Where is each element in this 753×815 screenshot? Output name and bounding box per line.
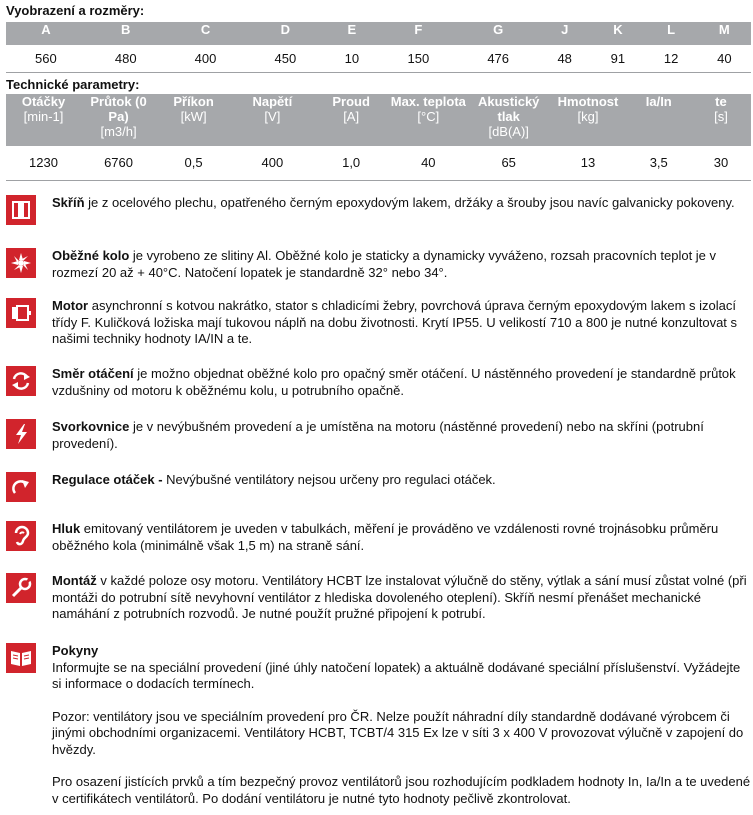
dim-value: 480 (86, 45, 166, 72)
dim-header: A (6, 22, 86, 45)
dim-value: 12 (644, 45, 697, 72)
rotation-icon (6, 366, 36, 396)
dimensions-value-row (6, 45, 751, 72)
dim-value: 91 (591, 45, 644, 72)
dim-header: K (591, 22, 644, 45)
tech-value: 6760 (81, 146, 156, 180)
feature-text: Skříň je z ocelového plechu, opatřeného černým epoxydovým lakem, držáky a šrouby jsou navíc galvanicky pokoveny. (52, 195, 735, 210)
dimensions-table (6, 22, 751, 73)
feature-text: Svorkovnice je v nevýbušném provedení a je umístěna na motoru (nástěnné provedení) nebo na skříni (potrubní provedení). (52, 419, 704, 451)
feature-text: Hluk emitovaný ventilátorem je uveden v tabulkách, měření je prováděno ve vzdálenosti rovné trojnásobku průměru oběžného kola (minimálně však 1,5 m) na straně sání. (52, 521, 719, 553)
tech-value: 400 (231, 146, 314, 180)
tech-header: Příkon [kW] (156, 94, 231, 146)
technical-title: Technické parametry: (6, 77, 140, 92)
tech-value: 65 (468, 146, 549, 180)
dim-header: L (644, 22, 697, 45)
feature-text: Montáž v každé poloze osy motoru. Ventilátory HCBT lze instalovat výlučně do stěny, výtlak a sání musí zůstat volné (při montáži do potrubní sítě nevyhovní ventilátor z hlediska dovoleného oteplení). Skříň nesmí přenášet mechanické namáhání z potrubních rozvodů. Je nutné použít pružné připojení k potrubí. (52, 573, 747, 621)
dim-header: M (698, 22, 751, 45)
dim-header: C (166, 22, 246, 45)
tech-header: Průtok (0 Pa) [m3/h] (81, 94, 156, 146)
dimensions-title: Vyobrazení a rozměry: (6, 3, 145, 18)
technical-value-row (6, 146, 751, 180)
speed-control-icon (6, 472, 36, 502)
dim-value: 40 (698, 45, 751, 72)
housing-icon (6, 195, 36, 225)
notes-paragraph: Pro osazení jistících prvků a tím bezpečný provoz ventilátorů jsou rozhodujícím podkladem hodnoty In, Ia/In a te uvedené v certifikátech ventilátorů. Po dodání ventilátoru je nutné tyto hodnoty pečlivě zkontrolovat. (52, 774, 751, 806)
tech-header: Proud [A] (314, 94, 389, 146)
dim-value: 450 (245, 45, 325, 72)
dim-header: F (378, 22, 458, 45)
tech-header: Napětí [V] (231, 94, 314, 146)
tech-value: 1230 (6, 146, 81, 180)
tech-header: te [s] (691, 94, 751, 146)
tech-header: Ia/In (627, 94, 691, 146)
tech-header: Akustický tlak [dB(A)] (468, 94, 549, 146)
dim-value: 10 (325, 45, 378, 72)
tech-value: 1,0 (314, 146, 389, 180)
dim-value: 476 (458, 45, 538, 72)
tech-value: 30 (691, 146, 751, 180)
motor-icon (6, 298, 36, 328)
dim-header: G (458, 22, 538, 45)
dim-header: E (325, 22, 378, 45)
book-icon (6, 643, 36, 673)
dim-header: B (86, 22, 166, 45)
wrench-icon (6, 573, 36, 603)
dim-value: 400 (166, 45, 246, 72)
technical-header-row (6, 94, 751, 146)
dim-value: 150 (378, 45, 458, 72)
ear-icon (6, 521, 36, 551)
dim-value: 560 (6, 45, 86, 72)
feature-text: Regulace otáček - Nevýbušné ventilátory nejsou určeny pro regulaci otáček. (52, 472, 496, 487)
lightning-icon (6, 419, 36, 449)
tech-header: Otáčky [min-1] (6, 94, 81, 146)
tech-value: 40 (389, 146, 468, 180)
dim-header: J (538, 22, 591, 45)
dim-header: D (245, 22, 325, 45)
feature-text: Směr otáčení je možno objednat oběžné kolo pro opačný směr otáčení. U nástěnného provedení je standardně průtok vzdušniny od motoru k oběžnému kolu, u potrubního opačně. (52, 366, 736, 398)
technical-table (6, 94, 751, 181)
dim-value: 48 (538, 45, 591, 72)
notes-title: Pokyny (52, 643, 99, 658)
feature-text: Oběžné kolo je vyrobeno ze slitiny Al. Oběžné kolo je staticky a dynamicky vyváženo, rozsah pracovních teplot je v rozmezí 20 až + 40°C. Natočení lopatek je standardně 32° nebo 34°. (52, 248, 717, 280)
notes-paragraph: Pozor: ventilátory jsou ve speciálním provedení pro ČR. Nelze použít náhradní díly standardně dodávané výrobcem či jinými obchodními organizacemi. Ventilátory HCBT, TCBT/4 315 Ex lze v síti 3 x 400 V provozovat výlučně v zapojení do hvězdy. (52, 708, 744, 757)
notes-paragraph: Informujte se na speciální provedení (jiné úhly natočení lopatek) a aktuálně dodávané speciální příslušenství. Vyžádejte si informace o dodacích termínech. (52, 659, 741, 691)
tech-header: Hmotnost [kg] (549, 94, 626, 146)
dimensions-header-row (6, 22, 751, 45)
tech-value: 3,5 (627, 146, 691, 180)
feature-text: Motor asynchronní s kotvou nakrátko, stator s chladicími žebry, povrchová úprava černým epoxydovým lakem s izolací třídy F. Kuličková ložiska mají tukovou náplň na dobu životnosti. Krytí IP55. U velikostí 710 a 800 je nutné konzultovat s našimi techniky hodnoty IA/IN a te. (52, 298, 738, 346)
impeller-icon (6, 248, 36, 278)
tech-value: 13 (549, 146, 626, 180)
tech-header: Max. teplota [°C] (389, 94, 468, 146)
feature-text (52, 643, 752, 807)
tech-value: 0,5 (156, 146, 231, 180)
